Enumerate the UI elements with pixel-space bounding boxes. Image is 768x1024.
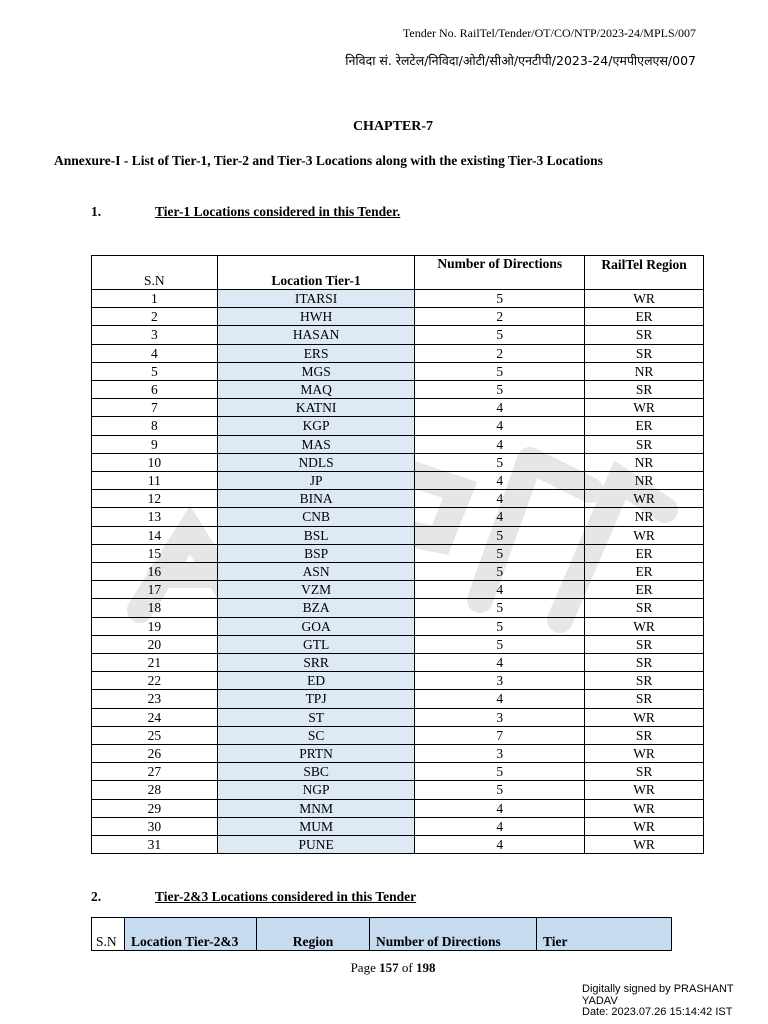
table-row (92, 617, 704, 635)
cell-location: BSL (217, 526, 415, 544)
cell-region: SR (585, 599, 704, 617)
cell-location: NDLS (217, 453, 415, 471)
cell-location: KATNI (217, 399, 415, 417)
cell-region: WR (585, 490, 704, 508)
cell-region: SR (585, 763, 704, 781)
cell-sn: 23 (92, 690, 218, 708)
signature-line-1: Digitally signed by PRASHANT (582, 983, 734, 995)
table-row (92, 708, 704, 726)
cell-location: SC (217, 726, 415, 744)
cell-sn: 22 (92, 672, 218, 690)
cell-region: WR (585, 290, 704, 308)
cell-location: MGS (217, 362, 415, 380)
cell-region: SR (585, 672, 704, 690)
table-row (92, 399, 704, 417)
cell-directions: 5 (415, 781, 585, 799)
tender-number: Tender No. RailTel/Tender/OT/CO/NTP/2023-24/MPLS/007 (402, 26, 696, 40)
cell-directions: 4 (415, 490, 585, 508)
column-header-directions: Number of Directions (415, 256, 585, 290)
cell-region: SR (585, 326, 704, 344)
cell-sn: 29 (92, 799, 218, 817)
page-of: of (401, 960, 413, 975)
table-row (92, 381, 704, 399)
cell-sn: 12 (92, 490, 218, 508)
table-row (92, 690, 704, 708)
cell-directions: 3 (415, 745, 585, 763)
cell-sn: 3 (92, 326, 218, 344)
cell-directions: 5 (415, 290, 585, 308)
cell-directions: 5 (415, 326, 585, 344)
table-row (92, 581, 704, 599)
cell-sn: 31 (92, 836, 218, 854)
cell-directions: 4 (415, 417, 585, 435)
cell-location: GTL (217, 635, 415, 653)
page-number (0, 960, 768, 976)
cell-location: GOA (217, 617, 415, 635)
cell-region: SR (585, 726, 704, 744)
cell-location: BSP (217, 544, 415, 562)
cell-region: SR (585, 690, 704, 708)
signature-date: Date: 2023.07.26 15:14:42 IST (582, 1006, 733, 1018)
cell-directions: 5 (415, 617, 585, 635)
cell-sn: 17 (92, 581, 218, 599)
cell-directions: 5 (415, 599, 585, 617)
column-header-directions: Number of Directions (370, 918, 537, 951)
cell-region: WR (585, 617, 704, 635)
table-row (92, 344, 704, 362)
cell-region: NR (585, 453, 704, 471)
cell-sn: 25 (92, 726, 218, 744)
cell-location: BZA (217, 599, 415, 617)
cell-directions: 4 (415, 799, 585, 817)
table-row (92, 490, 704, 508)
cell-location: MAS (217, 435, 415, 453)
cell-directions: 5 (415, 526, 585, 544)
cell-sn: 16 (92, 563, 218, 581)
cell-region: ER (585, 581, 704, 599)
cell-sn: 4 (92, 344, 218, 362)
cell-location: HASAN (217, 326, 415, 344)
cell-directions: 3 (415, 708, 585, 726)
cell-directions: 5 (415, 362, 585, 380)
cell-directions: 5 (415, 544, 585, 562)
cell-location: JP (217, 472, 415, 490)
table-row (92, 435, 704, 453)
table-row (92, 563, 704, 581)
cell-directions: 4 (415, 654, 585, 672)
cell-region: WR (585, 781, 704, 799)
digital-signature (582, 984, 734, 1019)
table-row (92, 544, 704, 562)
cell-region: ER (585, 544, 704, 562)
cell-sn: 28 (92, 781, 218, 799)
cell-directions: 3 (415, 672, 585, 690)
column-header-location: Location Tier-1 (217, 256, 415, 290)
cell-location: HWH (217, 308, 415, 326)
column-header-sn: S.N (92, 256, 218, 290)
annexure-title: Annexure-I - List of Tier-1, Tier-2 and Tier-3 Locations along with the existing Tier-3 Locations (54, 153, 603, 168)
table-row (92, 453, 704, 471)
cell-directions: 5 (415, 453, 585, 471)
cell-region: ER (585, 417, 704, 435)
cell-region: WR (585, 708, 704, 726)
cell-sn: 26 (92, 745, 218, 763)
cell-location: CNB (217, 508, 415, 526)
cell-location: SBC (217, 763, 415, 781)
table-row (92, 799, 704, 817)
cell-sn: 8 (92, 417, 218, 435)
cell-region: WR (585, 745, 704, 763)
table-row (92, 745, 704, 763)
cell-directions: 4 (415, 836, 585, 854)
cell-directions: 4 (415, 817, 585, 835)
cell-sn: 20 (92, 635, 218, 653)
cell-region: WR (585, 817, 704, 835)
column-header-region: RailTel Region (585, 256, 704, 290)
cell-sn: 14 (92, 526, 218, 544)
cell-sn: 9 (92, 435, 218, 453)
signature-line-2: YADAV (582, 994, 618, 1007)
cell-sn: 21 (92, 654, 218, 672)
cell-directions: 4 (415, 472, 585, 490)
cell-directions: 2 (415, 344, 585, 362)
cell-sn: 27 (92, 763, 218, 781)
cell-location: PUNE (217, 836, 415, 854)
column-header-location: Location Tier-2&3 (125, 918, 257, 951)
cell-region: SR (585, 635, 704, 653)
cell-sn: 15 (92, 544, 218, 562)
table-row (92, 654, 704, 672)
table-row (92, 726, 704, 744)
cell-region: SR (585, 381, 704, 399)
cell-region: NR (585, 508, 704, 526)
cell-directions: 7 (415, 726, 585, 744)
cell-region: ER (585, 563, 704, 581)
table-row (92, 308, 704, 326)
table-row (92, 417, 704, 435)
cell-directions: 5 (415, 635, 585, 653)
cell-location: KGP (217, 417, 415, 435)
cell-region: SR (585, 344, 704, 362)
cell-region: SR (585, 654, 704, 672)
table-row (92, 362, 704, 380)
cell-region: NR (585, 362, 704, 380)
table-row (92, 290, 704, 308)
cell-directions: 4 (415, 435, 585, 453)
tier23-locations-table (91, 917, 672, 951)
cell-region: WR (585, 799, 704, 817)
cell-location: PRTN (217, 745, 415, 763)
cell-sn: 13 (92, 508, 218, 526)
cell-sn: 30 (92, 817, 218, 835)
table-row (92, 836, 704, 854)
column-header-tier: Tier (537, 918, 672, 951)
table-row (92, 763, 704, 781)
page-current: 157 (379, 960, 399, 975)
cell-sn: 2 (92, 308, 218, 326)
chapter-heading: CHAPTER-7 (352, 119, 434, 134)
table-header-row (92, 918, 672, 951)
cell-location: MUM (217, 817, 415, 835)
page-total: 198 (415, 960, 436, 975)
column-header-sn: S.N (92, 918, 125, 951)
cell-region: WR (585, 526, 704, 544)
table-row (92, 526, 704, 544)
cell-region: SR (585, 435, 704, 453)
cell-location: VZM (217, 581, 415, 599)
cell-location: SRR (217, 654, 415, 672)
section-1-title: Tier-1 Locations considered in this Tender. (155, 204, 401, 219)
cell-sn: 1 (92, 290, 218, 308)
cell-location: ED (217, 672, 415, 690)
cell-directions: 4 (415, 581, 585, 599)
cell-directions: 5 (415, 763, 585, 781)
cell-location: MAQ (217, 381, 415, 399)
section-1-number: 1. (91, 204, 102, 219)
cell-sn: 24 (92, 708, 218, 726)
cell-sn: 19 (92, 617, 218, 635)
cell-location: MNM (217, 799, 415, 817)
section-2-number: 2. (91, 889, 102, 904)
cell-sn: 7 (92, 399, 218, 417)
page-label: Page (350, 960, 376, 975)
cell-sn: 6 (92, 381, 218, 399)
cell-region: WR (585, 836, 704, 854)
table-row (92, 817, 704, 835)
column-header-region: Region (257, 918, 370, 951)
table-row (92, 508, 704, 526)
cell-directions: 2 (415, 308, 585, 326)
table-header-row (92, 256, 704, 290)
cell-location: TPJ (217, 690, 415, 708)
cell-directions: 5 (415, 381, 585, 399)
cell-location: BINA (217, 490, 415, 508)
section-2-title: Tier-2&3 Locations considered in this Tender (155, 889, 417, 904)
cell-region: WR (585, 399, 704, 417)
tender-number-hindi: निविदा सं. रेलटेल/निविदा/ओटी/सीओ/एनटीपी/2023-24/एमपीएलएस/007 (345, 53, 696, 68)
table-row (92, 635, 704, 653)
table-row (92, 781, 704, 799)
table-row (92, 472, 704, 490)
tier1-locations-table (91, 255, 704, 854)
table-row (92, 326, 704, 344)
cell-location: ERS (217, 344, 415, 362)
cell-directions: 4 (415, 399, 585, 417)
cell-location: ST (217, 708, 415, 726)
cell-region: NR (585, 472, 704, 490)
cell-sn: 11 (92, 472, 218, 490)
cell-sn: 5 (92, 362, 218, 380)
cell-sn: 10 (92, 453, 218, 471)
cell-directions: 4 (415, 508, 585, 526)
table-row (92, 599, 704, 617)
cell-location: ITARSI (217, 290, 415, 308)
cell-directions: 4 (415, 690, 585, 708)
cell-sn: 18 (92, 599, 218, 617)
cell-location: ASN (217, 563, 415, 581)
table-row (92, 672, 704, 690)
cell-location: NGP (217, 781, 415, 799)
cell-directions: 5 (415, 563, 585, 581)
cell-region: ER (585, 308, 704, 326)
